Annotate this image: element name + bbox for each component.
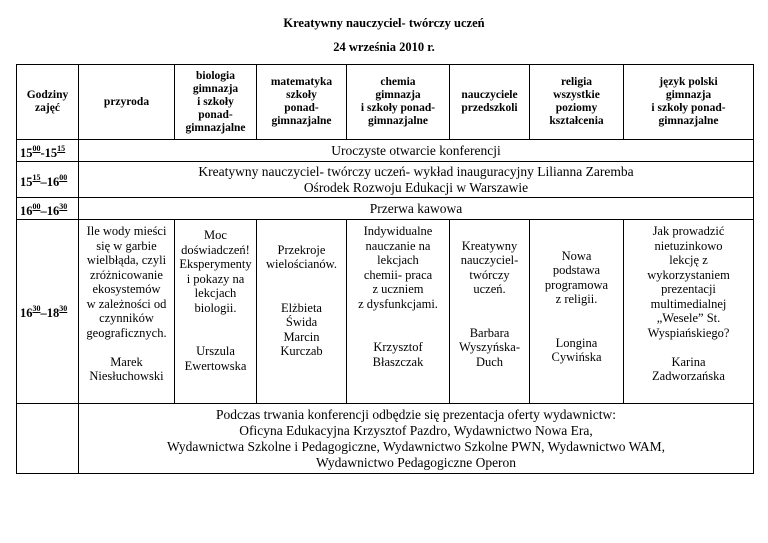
header-subject-line: szkoły <box>286 89 317 101</box>
workshop-topic-line: nietuzinkowo <box>654 238 723 253</box>
time-end-minutes: 00 <box>59 172 68 182</box>
workshop-topic-line: czynników <box>99 311 154 325</box>
workshop-presenter-line: Marcin <box>283 329 320 344</box>
time-separator: – <box>40 174 47 189</box>
time-end-minutes: 30 <box>59 304 68 314</box>
workshop-presenter-line: Świda <box>285 315 318 330</box>
publishers-row <box>17 404 754 474</box>
agenda-item-line: Kreatywny nauczyciel- twórczy uczeń- wykład inauguracyjny Lilianna Zaremba <box>198 163 634 179</box>
workshop-cell <box>624 220 754 404</box>
workshop-topic-line: programowa <box>544 277 609 292</box>
workshop-cell <box>257 220 347 404</box>
workshop-topic-line: doświadczeń! <box>181 242 250 257</box>
workshop-topic-line: twórczy <box>469 267 510 282</box>
header-subject-line: i szkoły ponad- <box>651 102 726 114</box>
workshop-topic-line: i pokazy na <box>186 271 245 286</box>
header-subject <box>450 65 530 140</box>
header-subject-line: gimnazjalne <box>271 115 332 127</box>
document-date: 24 września 2010 r. <box>333 40 435 54</box>
agenda-item-line: Przerwa kawowa <box>369 200 463 216</box>
publishers-note-line: Podczas trwania konferencji odbędzie się prezentacja oferty wydawnictw: <box>216 406 616 422</box>
workshop-presenter-line: Elżbieta <box>281 300 322 315</box>
header-subject-line: gimnazja <box>665 89 712 101</box>
header-subject-line: przyroda <box>103 95 150 108</box>
publishers-note-line: Oficyna Edukacyjna Krzysztof Pazdro, Wydawnictwo Nowa Era, <box>239 422 593 438</box>
workshop-topic-line: uczeń. <box>473 282 506 296</box>
document-title: Kreatywny nauczyciel- twórczy uczeń <box>283 16 485 30</box>
workshop-topic-line: Moc <box>204 228 227 243</box>
workshop-presenter-line: Barbara <box>469 325 510 340</box>
time-start-minutes: 15 <box>32 172 41 182</box>
agenda-item-line: Ośrodek Rozwoju Edukacji w Warszawie <box>303 179 529 195</box>
header-subject <box>257 65 347 140</box>
header-subject <box>347 65 450 140</box>
header-hours <box>17 65 79 140</box>
time-slot <box>17 198 79 220</box>
workshop-topic-line: nauczyciel- <box>460 253 519 267</box>
workshop-topic-line: podstawa <box>552 263 601 278</box>
workshop-presenter-line: Duch <box>475 354 504 369</box>
agenda-item <box>79 162 754 198</box>
header-subject <box>624 65 754 140</box>
workshop-topic-line: wielościanów. <box>265 257 338 272</box>
time-separator: – <box>40 203 47 218</box>
workshop-topic-line: lekcjach <box>377 253 419 267</box>
time-end-hour: 16 <box>46 203 60 218</box>
workshop-presenter-line: Niesłuchowski <box>89 369 164 383</box>
workshop-presenter-line: Ewertowska <box>184 358 247 373</box>
time-start-hour: 15 <box>20 174 33 189</box>
agenda-item <box>79 198 754 220</box>
agenda-item-line: Uroczyste otwarcie konferencji <box>331 142 501 158</box>
workshop-topic-line: w zależności od <box>86 296 167 311</box>
workshop-presenter-line: Urszula <box>196 344 235 359</box>
time-start-hour: 16 <box>20 306 33 321</box>
workshop-topic-line: z religii. <box>555 292 598 307</box>
workshop-topic-line: z dysfunkcjami. <box>358 296 438 311</box>
schedule-row <box>17 162 754 198</box>
workshop-topic-line: prezentacji <box>661 282 716 296</box>
time-start-minutes: 30 <box>32 304 41 314</box>
workshop-presenter-line: Wyszyńska- <box>458 340 521 354</box>
workshop-topic-line: Jak prowadzić <box>652 224 725 238</box>
workshop-topic-line: Kreatywny <box>461 238 518 253</box>
header-subject-line: kształcenia <box>549 115 604 127</box>
time-separator: - <box>40 145 45 160</box>
workshop-cell <box>175 220 257 404</box>
time-end-minutes: 30 <box>59 201 68 211</box>
workshop-topic-line: biologii. <box>194 300 237 315</box>
header-subject-line: gimnazjalne <box>658 115 719 127</box>
time-slot <box>17 162 79 198</box>
workshop-topic-line: Eksperymenty <box>179 257 252 272</box>
workshop-topic-line: Przekroje <box>277 242 326 257</box>
time-end-minutes: 15 <box>57 143 66 153</box>
time-start-minutes: 00 <box>32 201 41 211</box>
schedule-row <box>17 198 754 220</box>
workshop-cell <box>347 220 450 404</box>
header-subject-line: język polski <box>659 76 718 88</box>
header-subject-line: i szkoły <box>197 95 234 108</box>
time-start-minutes: 00 <box>32 143 41 153</box>
header-subject-line: gimnazjalne <box>367 115 429 127</box>
workshop-topic-line: Ile wody mieści <box>86 224 167 238</box>
workshop-topic-line: wykorzystaniem <box>647 267 730 282</box>
workshop-row <box>17 220 754 404</box>
header-subject-line: gimnazjalne <box>185 121 246 134</box>
publishers-note <box>79 404 754 474</box>
workshop-presenter-line: Kurczab <box>280 344 323 359</box>
time-end-hour: 16 <box>46 174 60 189</box>
time-start-hour: 16 <box>20 203 33 218</box>
header-subject-line: chemia <box>380 76 416 88</box>
workshop-topic-line: zróżnicowanie <box>90 267 163 282</box>
workshop-topic-line: multimedialnej <box>650 296 727 311</box>
header-subject-line: religia <box>560 76 593 88</box>
workshop-topic-line: Wyspiańskiego? <box>647 325 730 340</box>
publishers-time-empty <box>17 404 79 474</box>
workshop-presenter-line: Zadworzańska <box>652 369 725 383</box>
header-subject-line: gimnazja <box>192 82 239 95</box>
time-start-hour: 15 <box>20 145 33 160</box>
schedule-row <box>17 140 754 162</box>
workshop-presenter-line: Cywińska <box>551 350 602 365</box>
workshop-presenter-line: Krzysztof <box>373 340 423 354</box>
header-subject-line: przedszkoli <box>461 102 518 114</box>
header-subject-line: poziomy <box>555 102 598 114</box>
header-subject <box>530 65 624 140</box>
header-subject <box>79 65 175 140</box>
workshop-topic-line: „Wesele” St. <box>656 311 721 325</box>
header-hours-line: Godziny <box>26 89 69 101</box>
header-subject-line: ponad- <box>284 102 319 114</box>
header-subject <box>175 65 257 140</box>
schedule-table <box>16 64 754 474</box>
workshop-topic-line: ekosystemów <box>92 282 161 296</box>
workshop-topic-line: chemii- praca <box>363 267 433 282</box>
time-slot <box>17 220 79 404</box>
workshop-presenter-line: Marek <box>110 354 143 369</box>
header-subject-line: i szkoły ponad- <box>360 102 436 114</box>
header-subject-line: nauczyciele <box>461 89 518 101</box>
publishers-note-line: Wydawnictwo Pedagogiczne Operon <box>315 454 517 470</box>
time-end-hour: 18 <box>46 306 60 321</box>
time-end-hour: 15 <box>44 145 58 160</box>
header-subject-line: wszystkie <box>553 89 600 101</box>
time-separator: – <box>40 306 47 321</box>
workshop-topic-line: Indywidualne <box>363 224 433 238</box>
workshop-topic-line: lekcjach <box>194 286 237 301</box>
workshop-cell <box>530 220 624 404</box>
workshop-cell <box>450 220 530 404</box>
header-row <box>17 65 754 140</box>
publishers-note-line: Wydawnictwa Szkolne i Pedagogiczne, Wydawnictwo Szkolne PWN, Wydawnictwo WAM, <box>166 438 666 454</box>
workshop-topic-line: Nowa <box>561 248 592 263</box>
workshop-topic-line: geograficznych. <box>86 325 167 340</box>
header-subject-line: ponad- <box>198 108 233 121</box>
workshop-topic-line: się w garbie <box>96 238 157 253</box>
workshop-topic-line: lekcję z <box>669 253 708 267</box>
workshop-cell <box>79 220 175 404</box>
header-subject-line: biologia <box>196 69 235 82</box>
header-subject-line: matematyka <box>270 76 333 88</box>
header-hours-line: zajęć <box>35 102 60 114</box>
workshop-presenter-line: Longina <box>555 335 598 350</box>
workshop-topic-line: nauczanie na <box>365 238 431 253</box>
workshop-presenter-line: Karina <box>671 354 706 369</box>
workshop-topic-line: wielbłąda, czyli <box>86 253 167 267</box>
workshop-topic-line: z uczniem <box>372 282 424 296</box>
header-subject-line: gimnazja <box>375 89 421 101</box>
workshop-presenter-line: Błaszczak <box>372 354 424 369</box>
time-slot <box>17 140 79 162</box>
agenda-item <box>79 140 754 162</box>
